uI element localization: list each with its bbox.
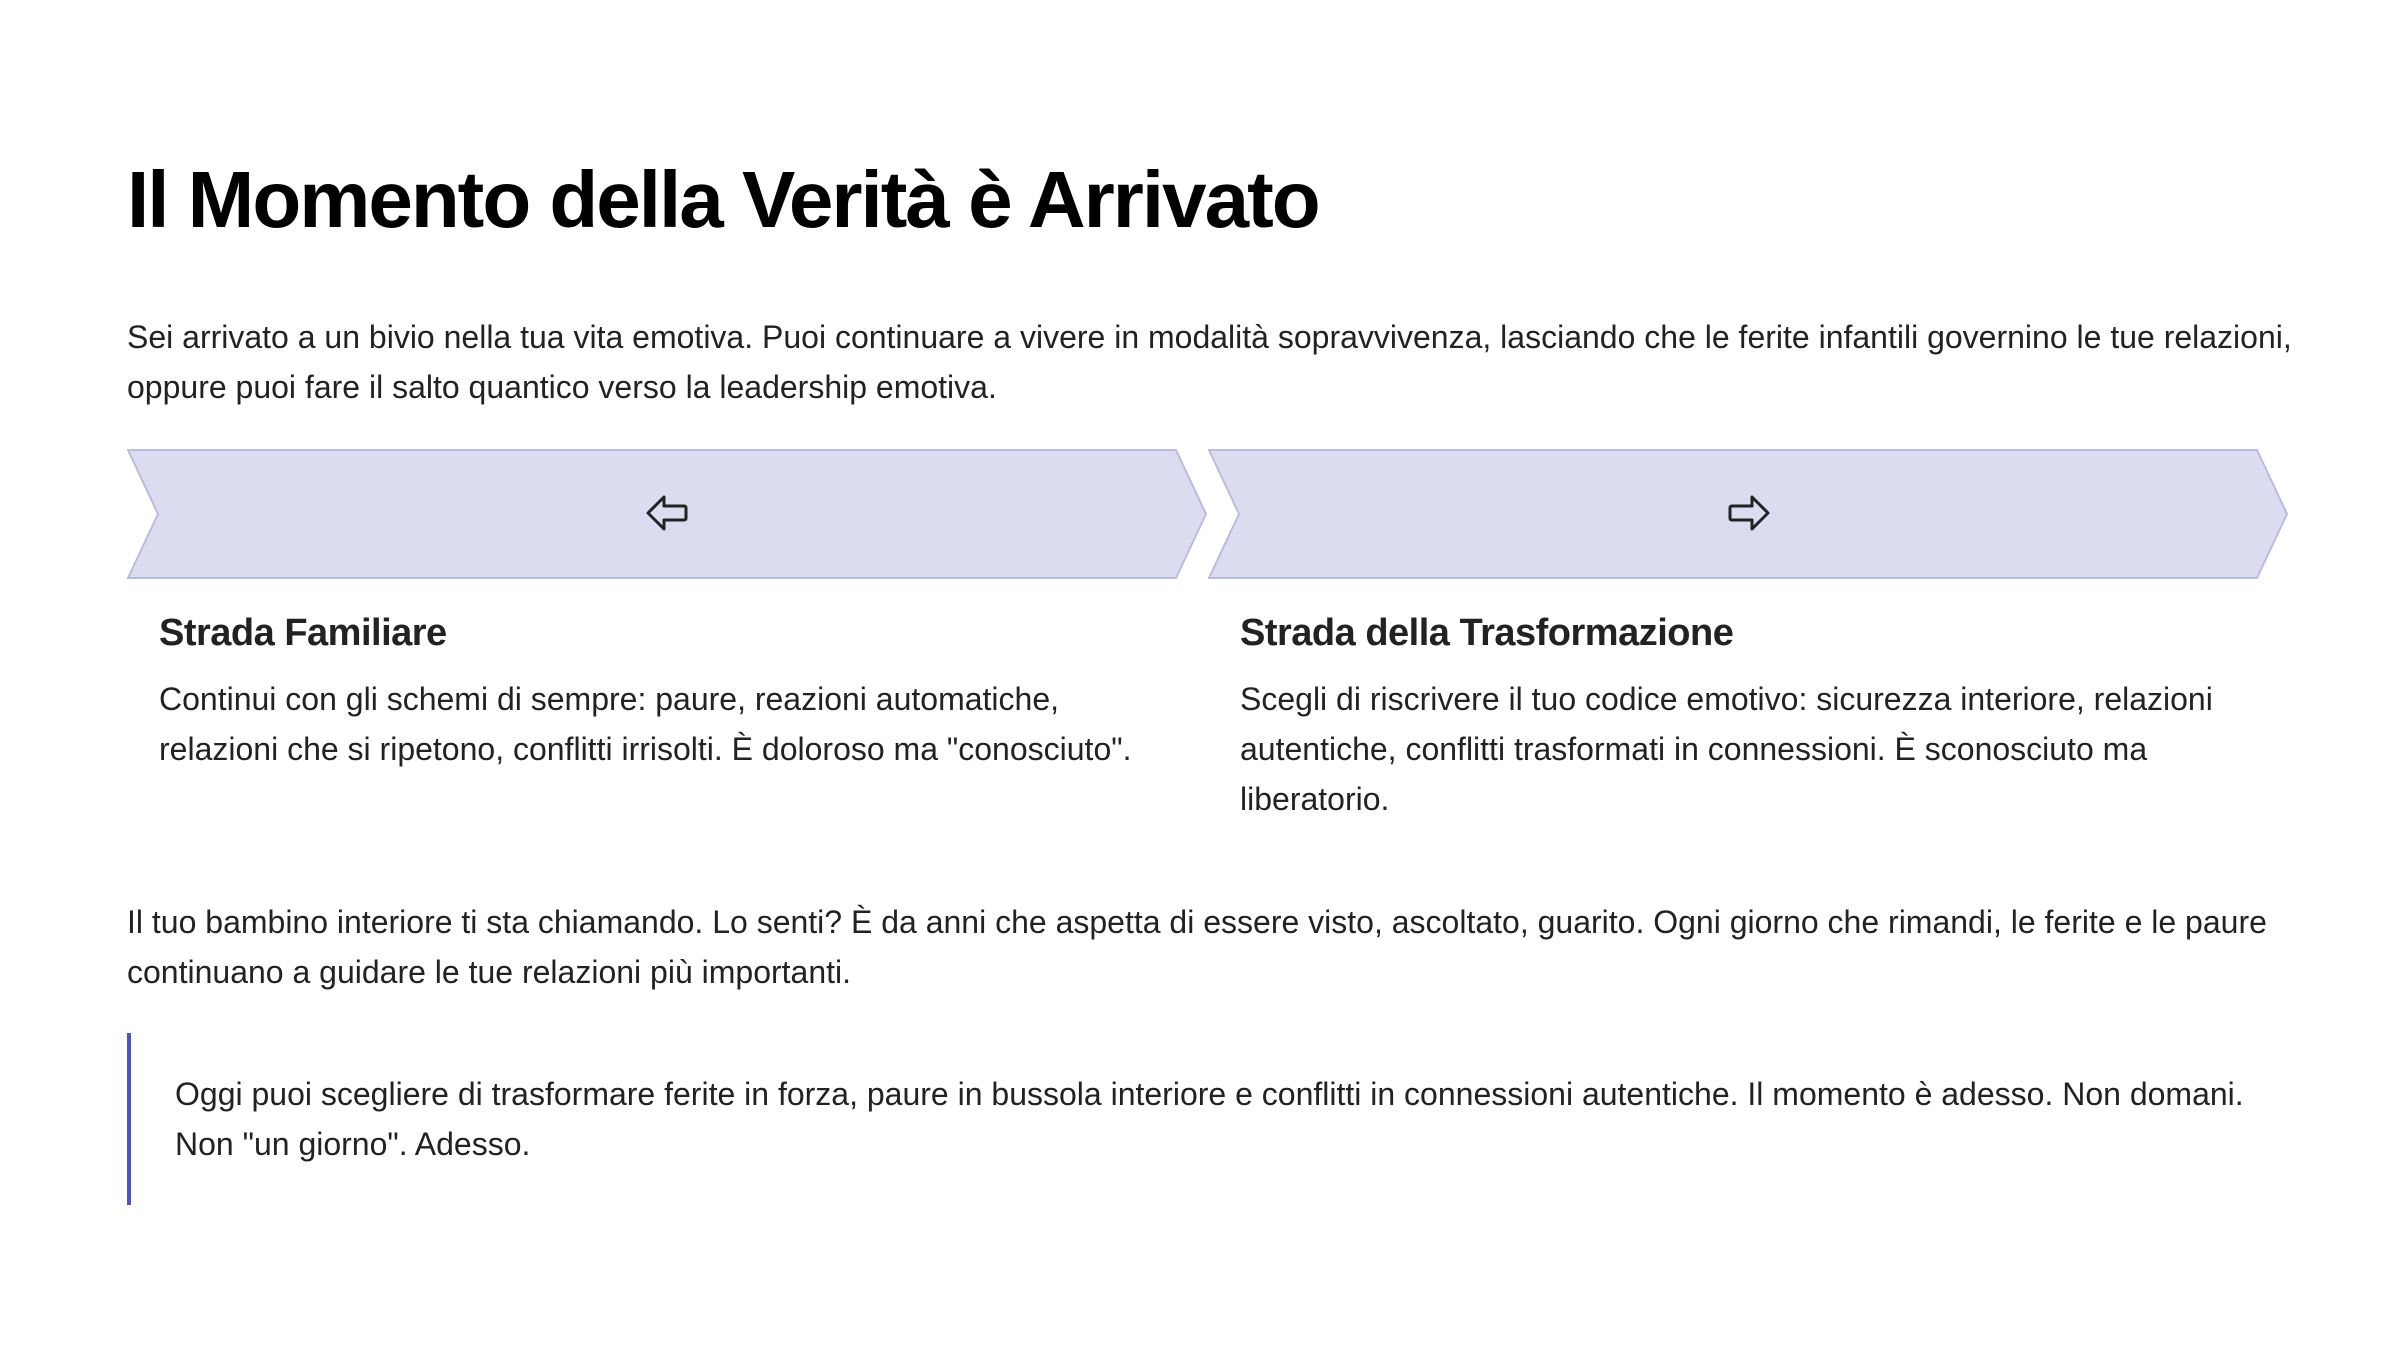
intro-text: Sei arrivato a un bivio nella tua vita emotiva. Puoi continuare a vivere in modalità sopravvivenza, lasciando che le ferite infantili governino le tue relazioni, oppure puoi fare il salto quantico verso la leadership emotiva. — [127, 319, 2292, 405]
slide — [127, 0, 2292, 1350]
path-chevrons — [127, 449, 2287, 579]
path-transformation — [1240, 600, 2240, 824]
page-title: Il Momento della Verità è Arrivato — [127, 155, 1319, 244]
chevron-transformation — [1208, 449, 2289, 579]
chevron-familiar — [127, 449, 1208, 579]
quote-text: Oggi puoi scegliere di trasformare ferite in forza, paure in bussola interiore e conflitti in connessioni autentiche. Il momento è adesso. Non domani. Non "un giorno". Adesso. — [175, 1076, 2244, 1162]
blockquote — [127, 1033, 2287, 1205]
path-familiar-title: Strada Familiare — [159, 612, 447, 654]
path-transformation-title: Strada della Trasformazione — [1240, 612, 1734, 654]
arrow-right-icon — [1727, 493, 1771, 533]
body-paragraph: Il tuo bambino interiore ti sta chiamando. Lo senti? È da anni che aspetta di essere visto, ascoltato, guarito. Ogni giorno che rimandi, le ferite e le paure continuano a guidare le tue relazioni più importanti. — [127, 904, 2267, 990]
arrow-left-icon — [645, 493, 689, 533]
path-familiar — [159, 600, 1159, 774]
path-familiar-text: Continui con gli schemi di sempre: paure, reazioni automatiche, relazioni che si ripetono, conflitti irrisolti. È doloroso ma "conosciuto". — [159, 681, 1132, 767]
path-transformation-text: Scegli di riscrivere il tuo codice emotivo: sicurezza interiore, relazioni autentiche, conflitti trasformati in connessioni. È sconosciuto ma liberatorio. — [1240, 681, 2213, 817]
